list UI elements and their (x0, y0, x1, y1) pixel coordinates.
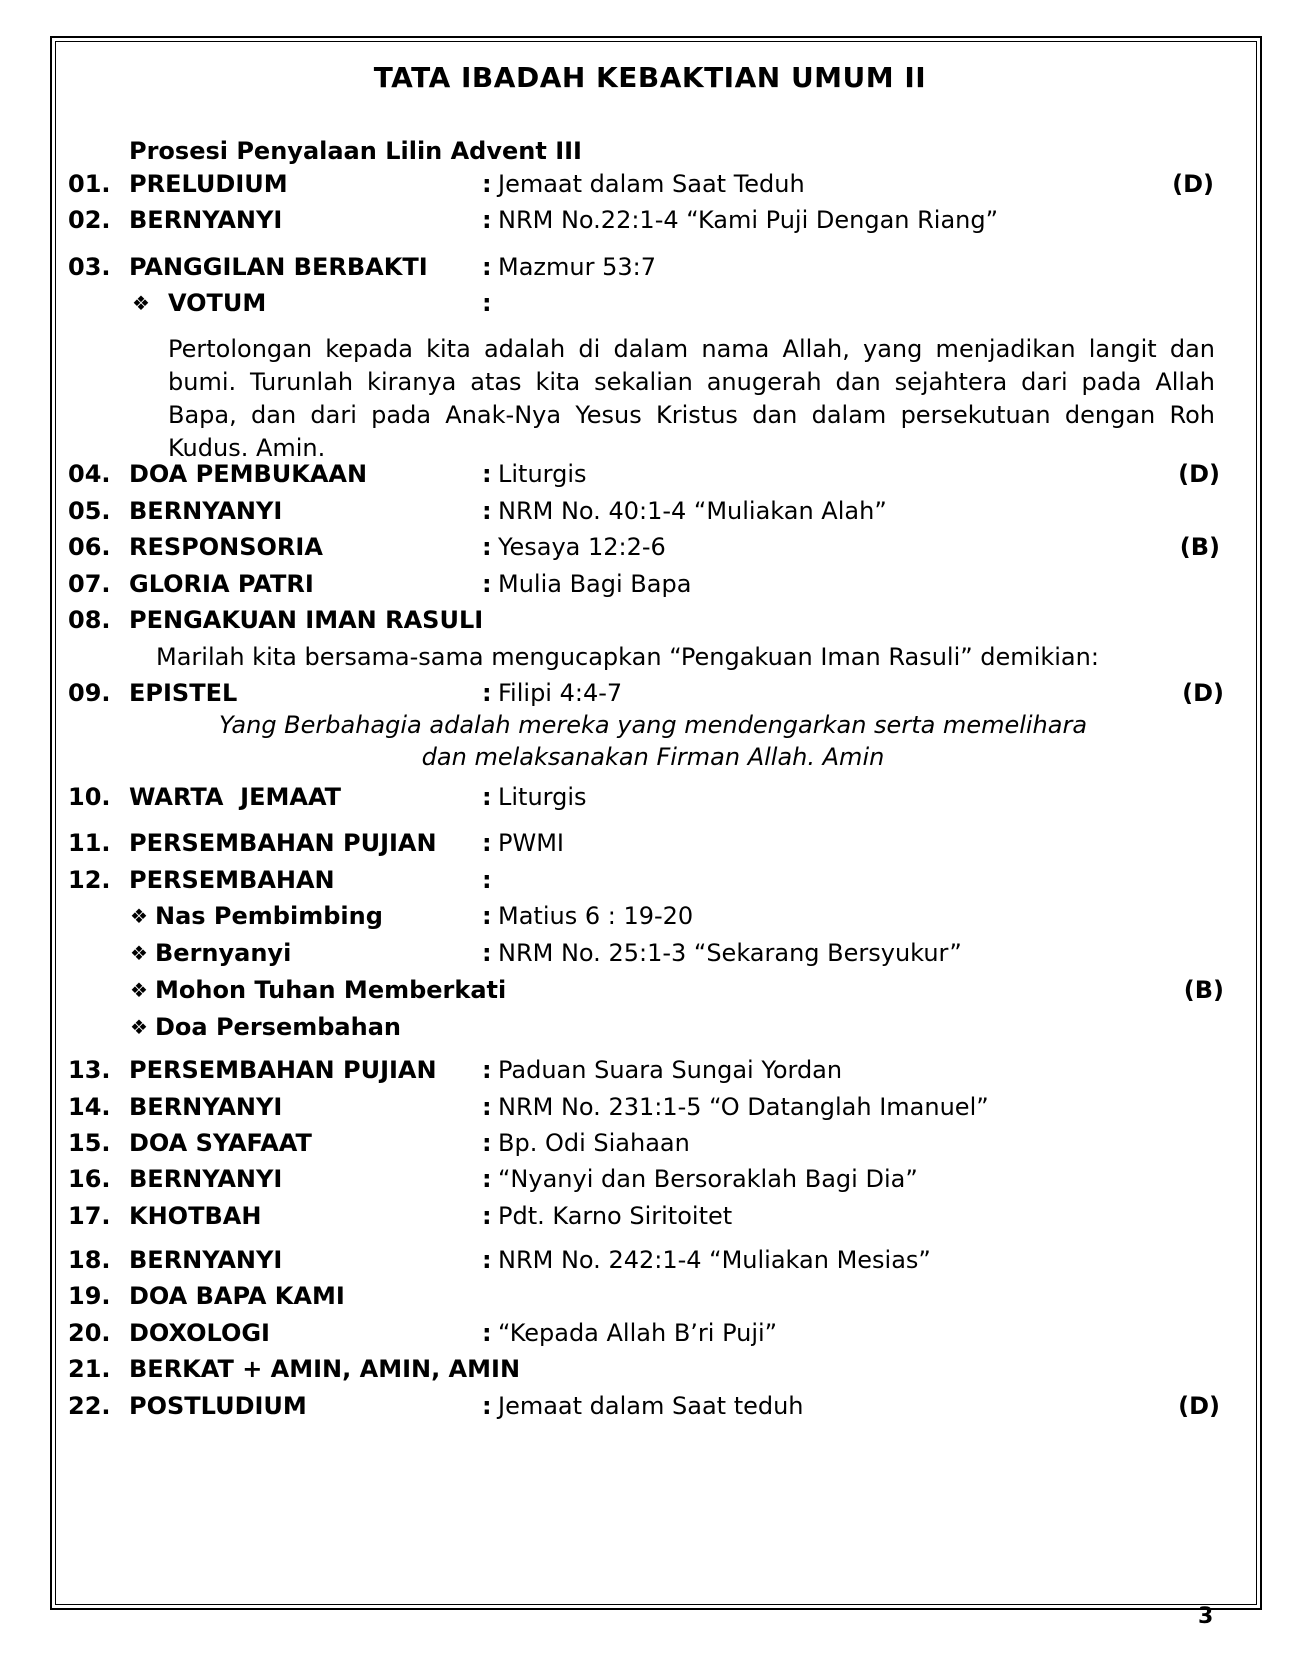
item-value: Pdt. Karno Siritoitet (498, 1202, 733, 1230)
item-label: RESPONSORIA (129, 533, 323, 561)
item-mark: (B) (1183, 976, 1224, 1004)
item-number: 16. (68, 1165, 111, 1193)
subitem-value: NRM No. 25:1-3 “Sekarang Bersyukur” (498, 939, 962, 967)
item-label: BERKAT + AMIN, AMIN, AMIN (129, 1355, 521, 1383)
item-number: 05. (68, 497, 111, 525)
subitem-label: Doa Persembahan (155, 1013, 401, 1041)
item-label: EPISTEL (129, 679, 238, 707)
item-number: 15. (68, 1129, 111, 1157)
item-colon: : (482, 1392, 492, 1420)
item-value: Yesaya 12:2-6 (498, 533, 666, 561)
item-number: 14. (68, 1093, 111, 1121)
item-value: Filipi 4:4-7 (498, 679, 623, 707)
votum-text: Pertolongan kepada kita adalah di dalam nama Allah, yang menjadikan langit dan bumi. Turunlah kiranya atas kita sekalian anugerah dan sejahtera dari pada Allah Bapa, dan dari pada Anak-Nya Yesus Kristus dan dalam persekutuan dengan Roh Kudus. Amin. (168, 335, 1215, 462)
item-mark: (D) (1172, 170, 1214, 198)
item-colon: : (482, 1129, 492, 1157)
item-value: Liturgis (498, 460, 587, 488)
item-value: “Kepada Allah B’ri Puji” (498, 1319, 778, 1347)
item-colon: : (482, 1093, 492, 1121)
item-number: 04. (68, 460, 111, 488)
item-value: PWMI (498, 829, 564, 857)
subitem-label: Nas Pembimbing (155, 902, 383, 930)
item-number: 12. (68, 866, 111, 894)
subitem-value: Matius 6 : 19-20 (498, 902, 694, 930)
item-label: PERSEMBAHAN (129, 866, 335, 894)
item-value: Jemaat dalam Saat teduh (498, 1392, 804, 1420)
item-value: “Nyanyi dan Bersoraklah Bagi Dia” (498, 1165, 918, 1193)
item-label: BERNYANYI (129, 206, 283, 234)
item-value: NRM No. 231:1-5 “O Datanglah Imanuel” (498, 1093, 989, 1121)
subitem-label: Bernyanyi (155, 939, 292, 967)
item-number: 11. (68, 829, 111, 857)
item-label: PERSEMBAHAN PUJIAN (129, 1056, 437, 1084)
item-label: BERNYANYI (129, 1093, 283, 1121)
item-colon: : (482, 902, 492, 930)
votum-label: VOTUM (168, 289, 267, 317)
item-label: GLORIA PATRI (129, 570, 314, 598)
item-number: 06. (68, 533, 111, 561)
item-label: BERNYANYI (129, 497, 283, 525)
item-number: 17. (68, 1202, 111, 1230)
item-label: DOA BAPA KAMI (129, 1282, 345, 1310)
item-mark: (D) (1178, 460, 1220, 488)
item-value: NRM No. 242:1-4 “Muliakan Mesias” (498, 1246, 931, 1274)
item-colon: : (482, 460, 492, 488)
item-label: DOXOLOGI (129, 1319, 270, 1347)
diamond-bullet-icon: ❖ (130, 1015, 148, 1039)
epistle-response-line1: Yang Berbahagia adalah mereka yang mendengarkan serta memelihara (218, 711, 1088, 739)
item-colon: : (482, 939, 492, 967)
item-number: 19. (68, 1282, 111, 1310)
item-label: PERSEMBAHAN PUJIAN (129, 829, 437, 857)
item-colon: : (482, 289, 492, 317)
item-colon: : (482, 533, 492, 561)
item-label: BERNYANYI (129, 1165, 283, 1193)
item-colon: : (482, 253, 492, 281)
item-colon: : (482, 206, 492, 234)
page-number: 3 (1198, 1604, 1214, 1629)
item-label: KHOTBAH (129, 1202, 262, 1230)
item-colon: : (482, 866, 492, 894)
item-value: Liturgis (498, 783, 587, 811)
item-label: WARTA JEMAAT (129, 783, 342, 811)
item-value: NRM No.22:1-4 “Kami Puji Dengan Riang” (498, 206, 999, 234)
item-mark: (B) (1179, 533, 1220, 561)
item-number: 21. (68, 1355, 111, 1383)
item-number: 02. (68, 206, 111, 234)
item-label: BERNYANYI (129, 1246, 283, 1274)
item-label: PENGAKUAN IMAN RASULI (129, 606, 484, 634)
item-number: 18. (68, 1246, 111, 1274)
item-colon: : (482, 1319, 492, 1347)
item-value: NRM No. 40:1-4 “Muliakan Alah” (498, 497, 887, 525)
item-mark: (D) (1178, 1392, 1220, 1420)
item-number: 13. (68, 1056, 111, 1084)
item-colon: : (482, 1165, 492, 1193)
item-number: 09. (68, 679, 111, 707)
procession-label: Prosesi Penyalaan Lilin Advent III (129, 137, 582, 165)
page-title: TATA IBADAH KEBAKTIAN UMUM II (373, 61, 927, 94)
item-number: 10. (68, 783, 111, 811)
item-colon: : (482, 170, 492, 198)
item-label: DOA SYAFAAT (129, 1129, 312, 1157)
item-number: 01. (68, 170, 111, 198)
diamond-bullet-icon: ❖ (132, 291, 150, 315)
item-value: Jemaat dalam Saat Teduh (498, 170, 805, 198)
item-number: 22. (68, 1392, 111, 1420)
item-colon: : (482, 1202, 492, 1230)
item-colon: : (482, 679, 492, 707)
item-colon: : (482, 1246, 492, 1274)
item-colon: : (482, 570, 492, 598)
item-number: 07. (68, 570, 111, 598)
diamond-bullet-icon: ❖ (130, 904, 148, 928)
item-colon: : (482, 1056, 492, 1084)
item-value: Bp. Odi Siahaan (498, 1129, 690, 1157)
item-label: DOA PEMBUKAAN (129, 460, 368, 488)
subitem-label: Mohon Tuhan Memberkati (155, 976, 507, 1004)
item-label: PANGGILAN BERBAKTI (129, 253, 428, 281)
diamond-bullet-icon: ❖ (130, 941, 148, 965)
item-colon: : (482, 829, 492, 857)
item-colon: : (482, 783, 492, 811)
item-colon: : (482, 497, 492, 525)
item-value: Mulia Bagi Bapa (498, 570, 692, 598)
epistle-response-line2: dan melaksanakan Firman Allah. Amin (421, 743, 885, 771)
item-label: POSTLUDIUM (129, 1392, 307, 1420)
item-value: Mazmur 53:7 (498, 253, 656, 281)
item-number: 08. (68, 606, 111, 634)
item-number: 20. (68, 1319, 111, 1347)
creed-intro: Marilah kita bersama-sama mengucapkan “Pengakuan Iman Rasuli” demikian: (156, 643, 1099, 671)
item-label: PRELUDIUM (129, 170, 288, 198)
diamond-bullet-icon: ❖ (130, 978, 148, 1002)
item-value: Paduan Suara Sungai Yordan (498, 1056, 843, 1084)
item-number: 03. (68, 253, 111, 281)
item-mark: (D) (1182, 679, 1224, 707)
